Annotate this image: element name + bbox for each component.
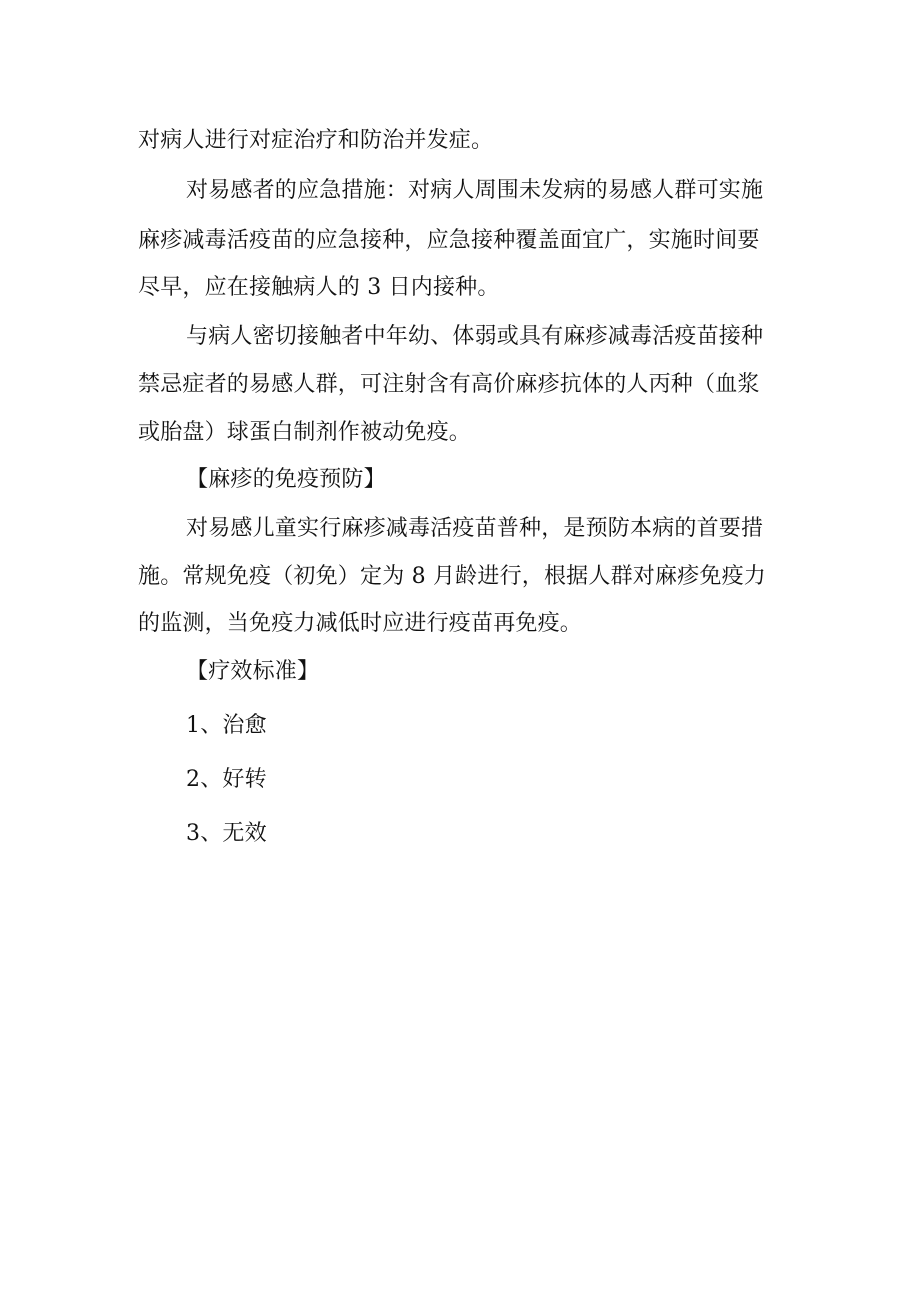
section-heading: 【疗效标准】 bbox=[186, 659, 320, 684]
list-item: 2、好转 bbox=[186, 767, 267, 792]
paragraph-line: 与病人密切接触者中年幼、体弱或具有麻疹减毒活疫苗接种 bbox=[186, 324, 764, 349]
paragraph-line: 对易感儿童实行麻疹减毒活疫苗普种，是预防本病的首要措 bbox=[186, 516, 764, 541]
paragraph-line: 或胎盘）球蛋白制剂作被动免疫。 bbox=[138, 420, 472, 445]
paragraph-line: 施。常规免疫（初免）定为 8 月龄进行，根据人群对麻疹免疫力 bbox=[138, 564, 766, 589]
paragraph-line: 对病人进行对症治疗和防治并发症。 bbox=[138, 128, 494, 153]
paragraph-line: 禁忌症者的易感人群，可注射含有高价麻疹抗体的人丙种（血浆 bbox=[138, 372, 760, 397]
paragraph-line: 麻疹减毒活疫苗的应急接种，应急接种覆盖面宜广，实施时间要 bbox=[138, 228, 760, 253]
list-item: 1、治愈 bbox=[186, 713, 267, 738]
paragraph-line: 对易感者的应急措施：对病人周围未发病的易感人群可实施 bbox=[186, 178, 764, 203]
list-item: 3、无效 bbox=[186, 821, 267, 846]
paragraph-line: 的监测，当免疫力减低时应进行疫苗再免疫。 bbox=[138, 611, 583, 636]
section-heading: 【麻疹的免疫预防】 bbox=[186, 467, 386, 492]
paragraph-line: 尽早，应在接触病人的 3 日内接种。 bbox=[138, 275, 500, 300]
